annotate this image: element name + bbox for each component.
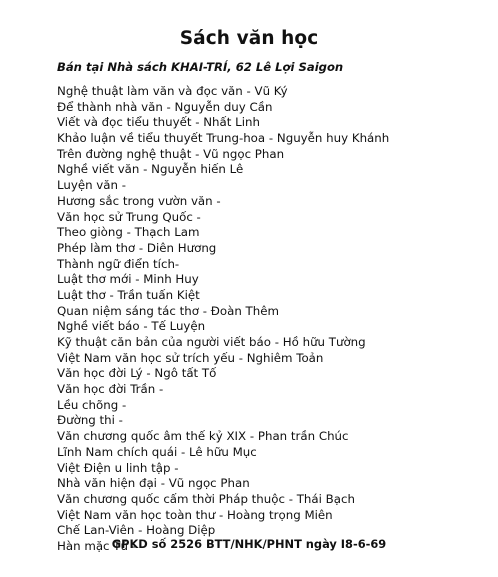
license-footer: GPKD số 2526 BTT/NHK/PHNT ngày I8-6-69 [111,537,387,551]
book-item: Thành ngữ điển tích- [57,256,180,271]
book-item: Văn chương quốc cấm thời Pháp thuộc - Thái Bạch [57,491,355,506]
book-item: Văn học đời Lý - Ngô tất Tố [57,366,217,381]
book-item: Văn học sử Trung Quốc - [57,209,201,224]
book-item: Luật thơ mới - Minh Huy [57,272,199,287]
book-item: Việt Nam văn học sử trích yếu - Nghiêm Toản [57,350,324,365]
book-item: Nhà văn hiện đại - Vũ ngọc Phan [57,476,250,491]
book-list [57,84,389,555]
book-item: Lĩnh Nam chích quái - Lê hữu Mục [57,444,257,459]
book-item: Đường thi - [57,413,123,428]
book-item: Việt Điện u linh tập - [57,460,179,475]
book-item: Nghề viết văn - Nguyễn hiến Lê [57,162,244,177]
book-item: Luyện văn - [57,178,127,193]
book-item: Kỹ thuật căn bản của người viết báo - Hồ hữu Tường [57,335,366,349]
book-item: Theo giòng - Thạch Lam [57,225,200,240]
book-item: Lều chõng - [57,397,127,412]
book-item: Phép làm thơ - Diên Hương [57,240,217,255]
book-item: Việt Nam văn học toàn thư - Hoàng trọng Miên [57,507,333,522]
book-item: Nghề viết báo - Tế Luyện [57,319,206,334]
book-item: Trên đường nghệ thuật - Vũ ngọc Phan [57,146,285,161]
bookstore-subtitle: Bán tại Nhà sách KHAI-TRÍ, 62 Lê Lợi Saigon [57,60,344,74]
book-item: Hàn mặc Tử - [57,538,136,553]
book-item: Viết và đọc tiểu thuyết - Nhất Linh [57,115,260,130]
book-item: Luật thơ - Trần tuấn Kiệt [57,287,200,302]
book-item: Văn học đời Trần - [57,382,164,397]
page-title: Sách văn học [179,28,319,49]
book-item: Văn chương quốc âm thế kỷ XIX - Phan trần Chúc [57,429,349,444]
book-item: Chế Lan-Viên - Hoàng Diệp [57,523,216,538]
book-item: Quan niệm sáng tác thơ - Đoàn Thêm [57,303,279,318]
book-item: Hương sắc trong vườn văn - [57,193,221,208]
book-item: Để thành nhà văn - Nguyễn duy Cần [57,99,273,114]
book-item: Nghệ thuật làm văn và đọc văn - Vũ Ký [57,84,288,98]
book-item: Khảo luận về tiểu thuyết Trung-hoa - Nguyễn huy Khánh [57,131,390,146]
